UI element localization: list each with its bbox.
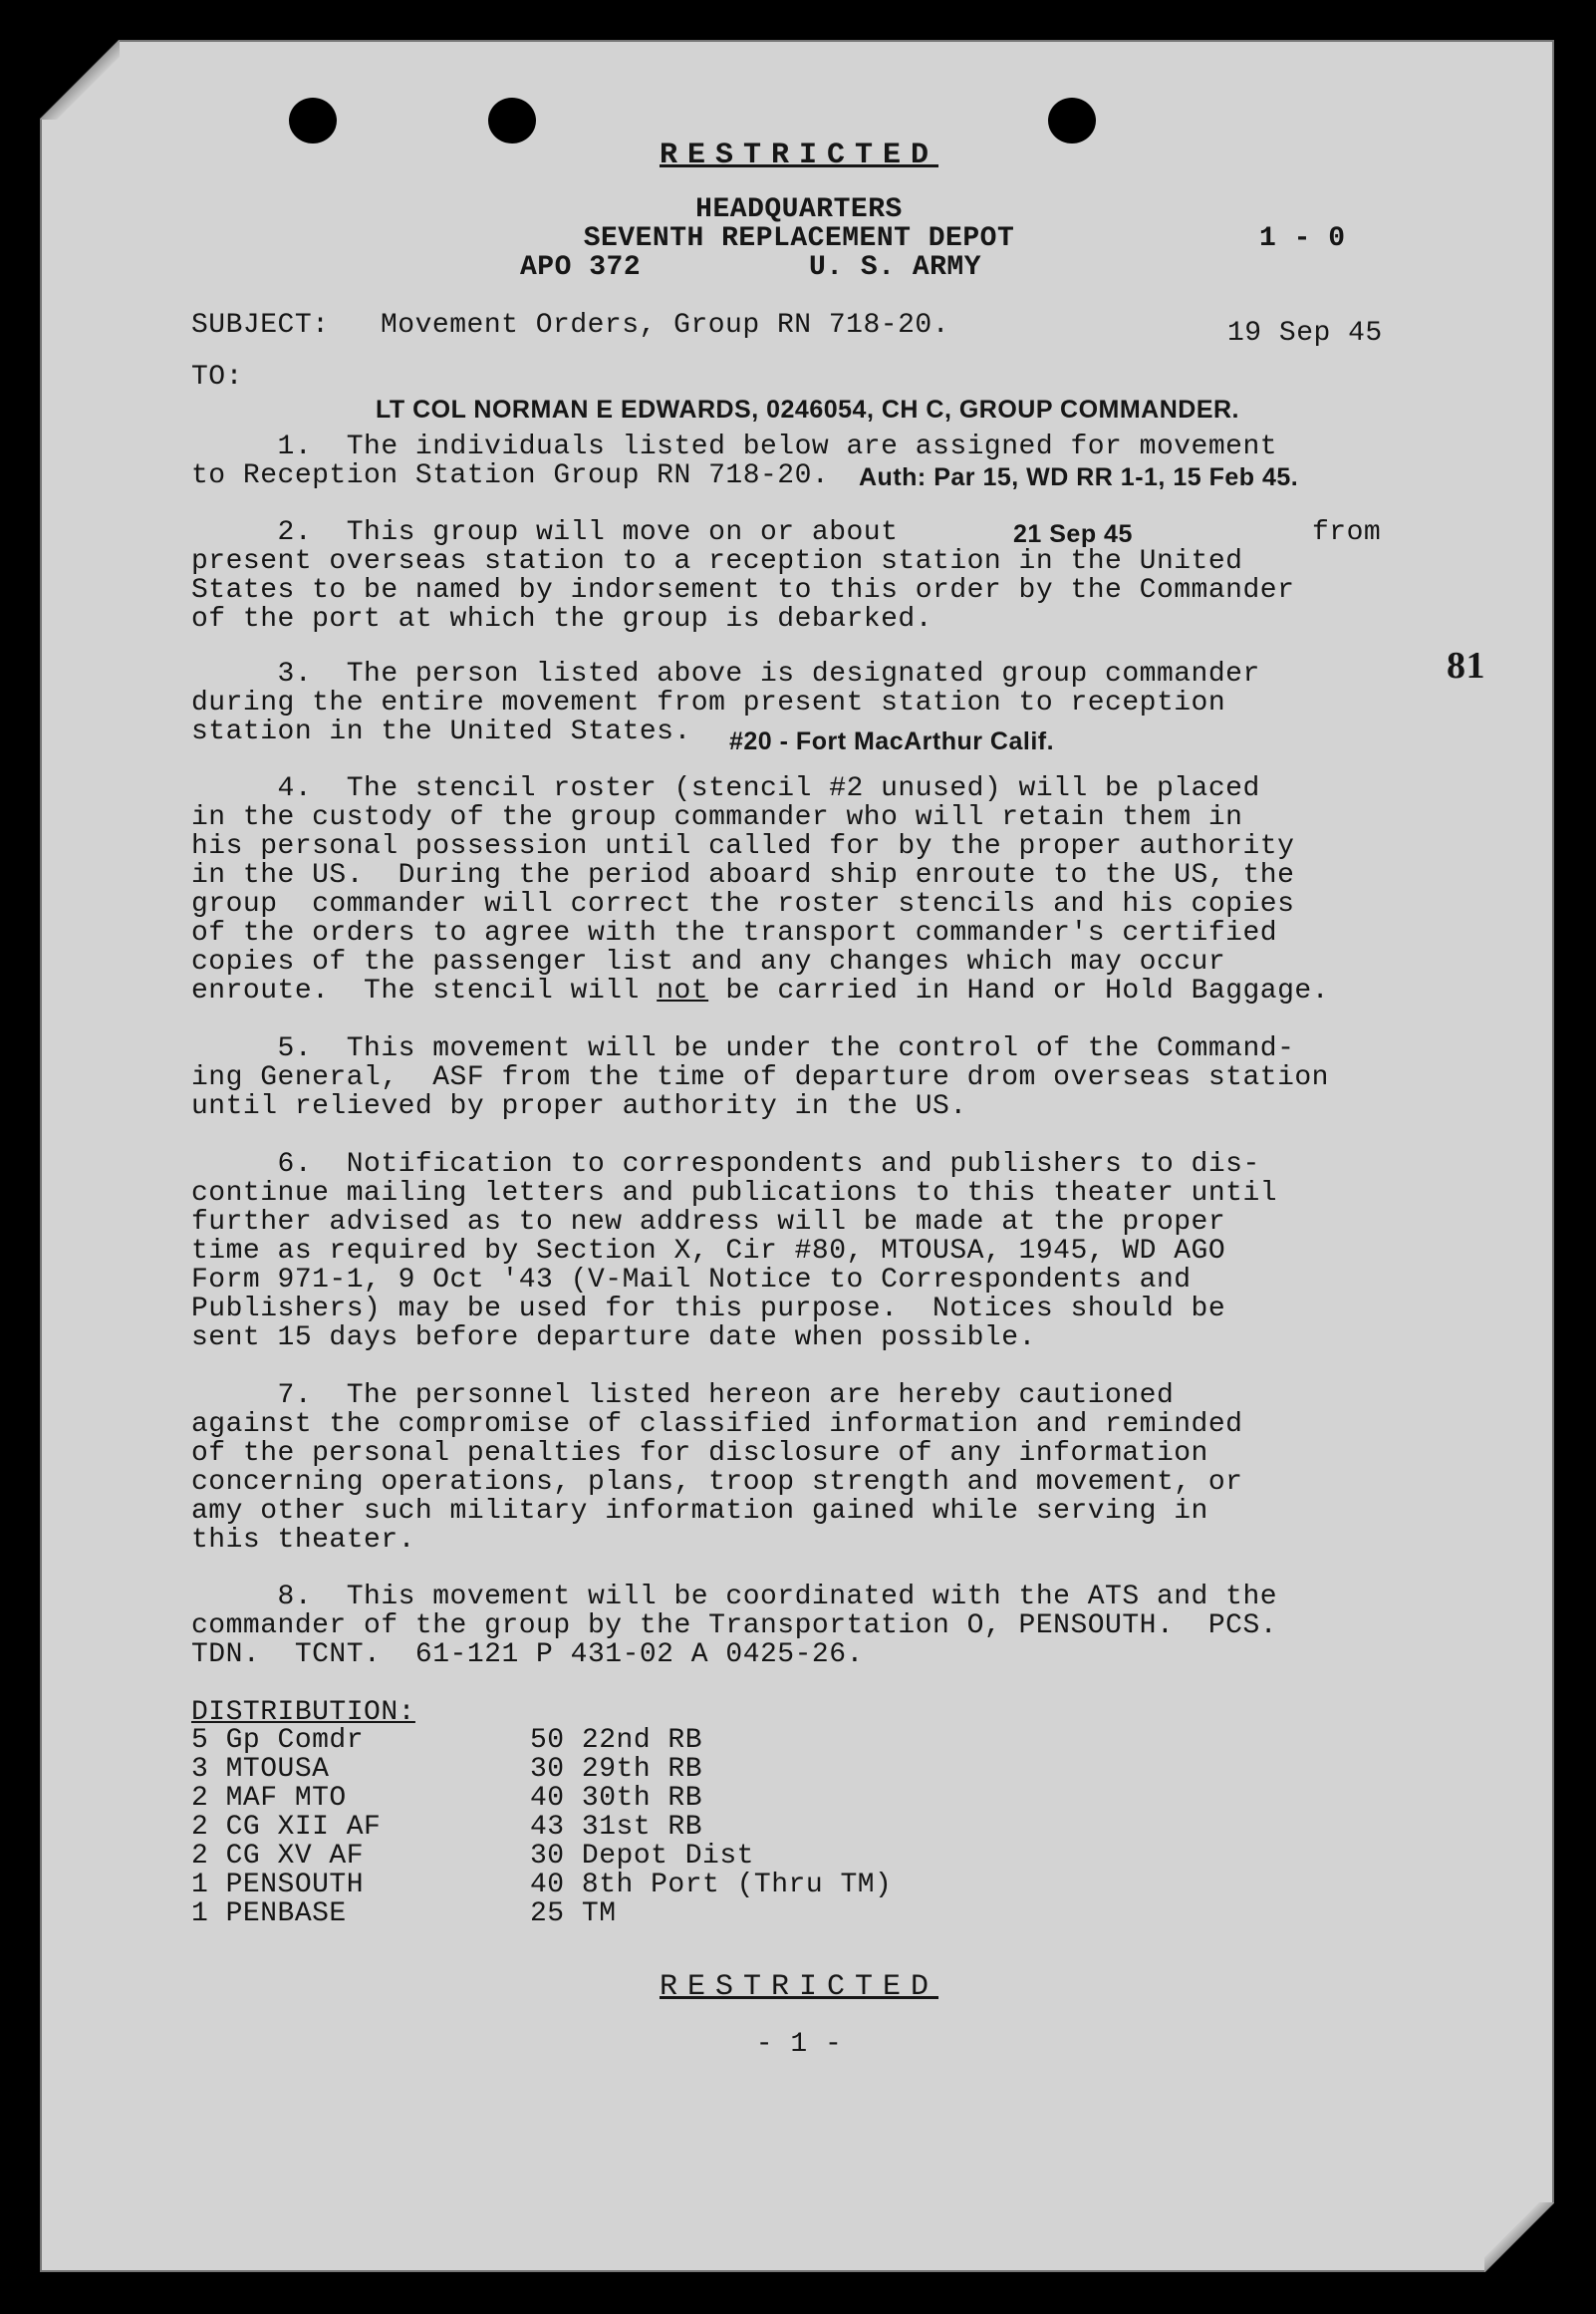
distribution-right-item: 43 31st RB xyxy=(530,1812,703,1843)
page-number: - 1 - xyxy=(755,2029,843,2060)
paragraph-2-line: of the port at which the group is debarked. xyxy=(191,604,933,635)
paragraph-6-line: continue mailing letters and publications to this theater until xyxy=(191,1178,1278,1209)
paragraph-5-line: 5. This movement will be under the control of the Command- xyxy=(191,1033,1295,1064)
subject-label: SUBJECT: xyxy=(191,310,330,341)
paragraph-4-line: copies of the passenger list and any changes which may occur xyxy=(191,947,1226,978)
paragraph-6-line: time as required by Section X, Cir #80, MTOUSA, 1945, WD AGO xyxy=(191,1236,1226,1267)
classification-top: RESTRICTED xyxy=(659,139,939,172)
paragraph-8-line: commander of the group by the Transportation O, PENSOUTH. PCS. xyxy=(191,1610,1278,1641)
punch-hole xyxy=(1048,98,1096,144)
paragraph-1-line: 1. The individuals listed below are assigned for movement xyxy=(191,432,1278,462)
paragraph-6-line: sent 15 days before departure date when possible. xyxy=(191,1322,1036,1353)
to-text: LT COL NORMAN E EDWARDS, 0246054, CH C, GROUP COMMANDER. xyxy=(376,396,1240,424)
distribution-right-item: 25 TM xyxy=(530,1898,617,1929)
paragraph-2-line: States to be named by indorsement to this order by the Commander xyxy=(191,575,1295,606)
paragraph-4-line: 4. The stencil roster (stencil #2 unused) will be placed xyxy=(191,773,1260,804)
paragraph-4-line: in the US. During the period aboard ship enroute to the US, the xyxy=(191,860,1295,891)
paragraph-3-line: 3. The person listed above is designated group commander xyxy=(191,659,1260,690)
distribution-right-item: 40 8th Port (Thru TM) xyxy=(530,1870,893,1900)
paragraph-2-line: from xyxy=(1312,517,1382,548)
paragraph-4-emphasis: not xyxy=(657,976,709,1007)
classification-bottom: RESTRICTED xyxy=(659,1970,939,2004)
distribution-label: DISTRIBUTION: xyxy=(191,1697,415,1728)
paragraph-4-last-line xyxy=(191,977,1329,1006)
paragraph-7-line: 7. The personnel listed hereon are hereby cautioned xyxy=(191,1380,1175,1411)
subject-date: 19 Sep 45 xyxy=(1227,318,1383,349)
paragraph-6-line: Publishers) may be used for this purpose. Notices should be xyxy=(191,1294,1226,1324)
distribution-right-item: 30 29th RB xyxy=(530,1754,703,1785)
paragraph-7-line: of the personal penalties for disclosure of any information xyxy=(191,1438,1208,1469)
distribution-left-item: 3 MTOUSA xyxy=(191,1754,330,1785)
distribution-left-item: 2 CG XII AF xyxy=(191,1812,382,1843)
header-army: U. S. ARMY xyxy=(809,252,982,283)
paragraph-4-text: be carried in Hand or Hold Baggage. xyxy=(708,976,1330,1007)
paragraph-2-line: present overseas station to a reception station in the United xyxy=(191,546,1243,577)
paragraph-3-handwritten: #20 - Fort MacArthur Calif. xyxy=(729,727,1055,755)
paragraph-7-line: against the compromise of classified information and reminded xyxy=(191,1409,1243,1440)
paragraph-1-handwritten: Auth: Par 15, WD RR 1-1, 15 Feb 45. xyxy=(859,463,1299,491)
paragraph-8-line: TDN. TCNT. 61-121 P 431-02 A 0425-26. xyxy=(191,1639,864,1670)
distribution-left-item: 2 CG XV AF xyxy=(191,1841,365,1872)
paragraph-6-line: further advised as to new address will be made at the proper xyxy=(191,1207,1226,1238)
paragraph-6-line: Form 971-1, 9 Oct '43 (V-Mail Notice to Correspondents and xyxy=(191,1265,1192,1296)
to-label: TO: xyxy=(191,362,243,393)
distribution-right-item: 40 30th RB xyxy=(530,1783,703,1814)
paragraph-8-line: 8. This movement will be coordinated with the ATS and the xyxy=(191,1582,1278,1612)
subject-text: Movement Orders, Group RN 718-20. xyxy=(381,310,949,341)
punch-hole xyxy=(488,98,536,144)
distribution-left-item: 5 Gp Comdr xyxy=(191,1725,365,1756)
folded-corner-top-left xyxy=(40,40,120,120)
distribution-right-item: 50 22nd RB xyxy=(530,1725,703,1756)
paragraph-4-line: of the orders to agree with the transport commander's certified xyxy=(191,918,1278,949)
paragraph-7-line: amy other such military information gained while serving in xyxy=(191,1496,1208,1527)
paragraph-5-line: until relieved by proper authority in the US. xyxy=(191,1091,967,1122)
distribution-right-item: 30 Depot Dist xyxy=(530,1841,754,1872)
page-code: 1 - 0 xyxy=(1259,223,1346,254)
paragraph-4-line: group commander will correct the roster stencils and his copies xyxy=(191,889,1295,920)
margin-number: 81 xyxy=(1447,645,1485,687)
paragraph-1-line: to Reception Station Group RN 718-20. xyxy=(191,460,830,491)
paragraph-2-date: 21 Sep 45 xyxy=(1013,520,1133,548)
header-line-1: HEADQUARTERS xyxy=(695,194,903,225)
header-apo: APO 372 xyxy=(520,252,642,283)
paragraph-2-line: 2. This group will move on or about xyxy=(191,517,899,548)
document-page xyxy=(40,40,1554,2272)
paragraph-6-line: 6. Notification to correspondents and publishers to dis- xyxy=(191,1149,1260,1180)
paragraph-4-text: enroute. The stencil will xyxy=(191,976,658,1007)
distribution-left-item: 1 PENBASE xyxy=(191,1898,347,1929)
paragraph-3-line: during the entire movement from present station to reception xyxy=(191,688,1226,719)
paragraph-4-line: in the custody of the group commander who will retain them in xyxy=(191,802,1243,833)
paragraph-3-line: station in the United States. xyxy=(191,717,691,747)
paragraph-5-line: ing General, ASF from the time of departure drom overseas station xyxy=(191,1062,1329,1093)
punch-hole xyxy=(289,98,337,144)
distribution-left-item: 2 MAF MTO xyxy=(191,1783,347,1814)
distribution-left-item: 1 PENSOUTH xyxy=(191,1870,365,1900)
paragraph-7-line: this theater. xyxy=(191,1525,415,1556)
paragraph-4-line: his personal possession until called for by the proper authority xyxy=(191,831,1295,862)
paragraph-7-line: concerning operations, plans, troop strength and movement, or xyxy=(191,1467,1243,1498)
header-line-2: SEVENTH REPLACEMENT DEPOT xyxy=(583,223,1015,254)
folded-corner-bottom-right xyxy=(1484,2202,1554,2272)
